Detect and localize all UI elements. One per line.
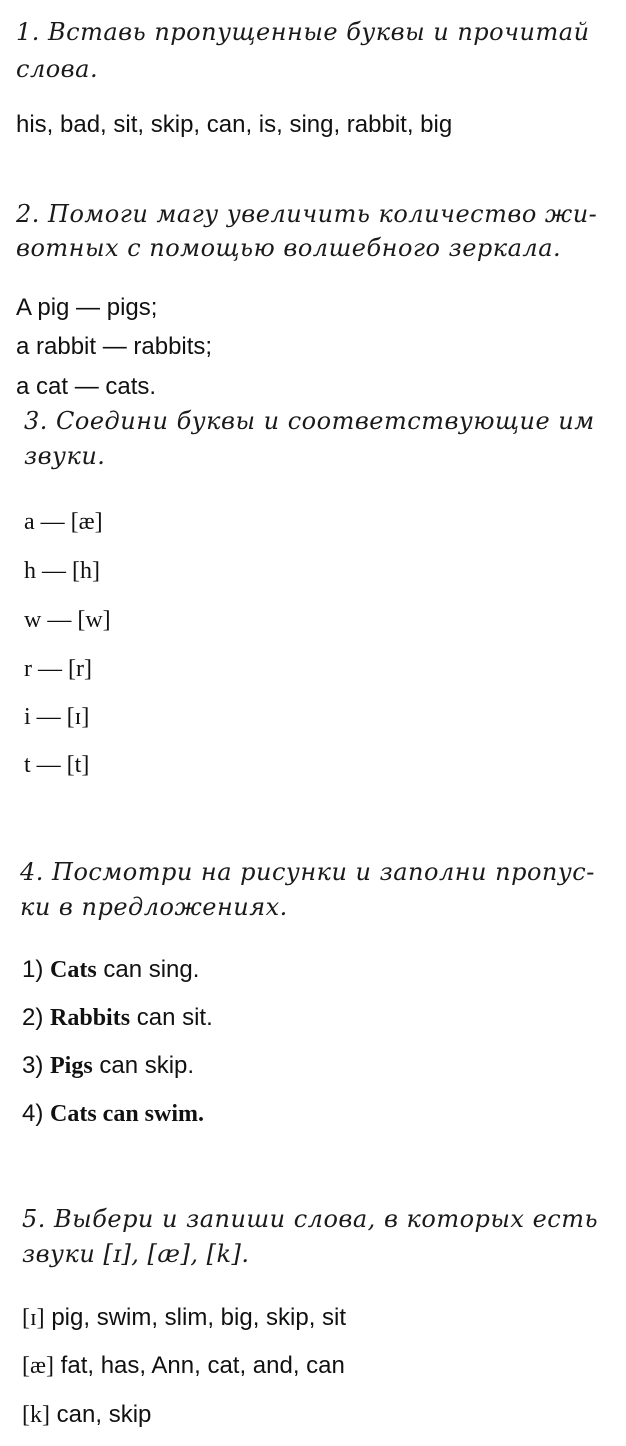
filled-word: Rabbits xyxy=(50,1005,131,1031)
task4-instruction-line2: ки в предложениях. xyxy=(20,893,288,921)
filled-word: Cats can swim. xyxy=(50,1101,205,1127)
task5-row-ae xyxy=(22,1352,345,1380)
task3-pair-h: h — [h] xyxy=(24,558,100,584)
task2-answer-3: a cat — cats. xyxy=(16,373,157,400)
sentence-number: 1) xyxy=(22,956,44,983)
task3-pair-r: r — [r] xyxy=(24,656,92,682)
sentence-number: 2) xyxy=(22,1004,44,1031)
task2-answer-1: A pig — pigs; xyxy=(16,294,158,321)
task1-instruction-line2: слова. xyxy=(16,55,99,83)
task1-instruction-line1: 1. Вставь пропущенные буквы и прочитай xyxy=(16,18,590,46)
sentence-number: 4) xyxy=(22,1100,44,1127)
sentence-rest: can sing. xyxy=(103,956,200,983)
task2-instruction-line1: 2. Помоги магу увеличить количество жи- xyxy=(16,200,598,228)
sentence-number: 3) xyxy=(22,1052,44,1079)
task5-row-i xyxy=(22,1304,346,1332)
sentence-rest: can sit. xyxy=(136,1004,213,1031)
task3-pair-a: a — [æ] xyxy=(24,509,103,535)
sentence-rest: can skip. xyxy=(99,1052,195,1079)
word-list: pig, swim, slim, big, skip, sit xyxy=(51,1304,347,1331)
task5-instruction-line2: звуки [ɪ], [æ], [k]. xyxy=(22,1240,250,1268)
task1-answer: his, bad, sit, skip, can, is, sing, rabbit, big xyxy=(16,111,453,138)
task2-answer-2: a rabbit — rabbits; xyxy=(16,333,213,360)
task3-instruction-line1: 3. Соедини буквы и соответствующие им xyxy=(24,407,595,435)
task3-instruction-line2: звуки. xyxy=(24,442,106,470)
filled-word: Cats xyxy=(50,957,97,983)
task5-row-k xyxy=(22,1401,151,1429)
task2-instruction-line2: вотных с помощью волшебного зеркала. xyxy=(16,234,562,262)
task5-instruction-line1: 5. Выбери и запиши слова, в которых есть xyxy=(22,1205,599,1233)
task4-instruction-line1: 4. Посмотри на рисунки и заполни пропус- xyxy=(20,858,595,886)
task4-sentence-3 xyxy=(22,1052,194,1080)
task4-sentence-1 xyxy=(22,956,199,984)
filled-word: Pigs xyxy=(50,1053,93,1079)
task3-pair-t: t — [t] xyxy=(24,752,90,778)
task4-sentence-2 xyxy=(22,1004,213,1032)
task4-sentence-4 xyxy=(22,1100,204,1128)
sound-symbol: [ɪ] xyxy=(22,1305,45,1331)
sound-symbol: [k] xyxy=(22,1402,50,1428)
word-list: fat, has, Ann, cat, and, can xyxy=(60,1352,345,1379)
task3-pair-i: i — [ɪ] xyxy=(24,704,90,730)
word-list: can, skip xyxy=(56,1401,152,1428)
sound-symbol: [æ] xyxy=(22,1353,54,1379)
task3-pair-w: w — [w] xyxy=(24,607,111,633)
